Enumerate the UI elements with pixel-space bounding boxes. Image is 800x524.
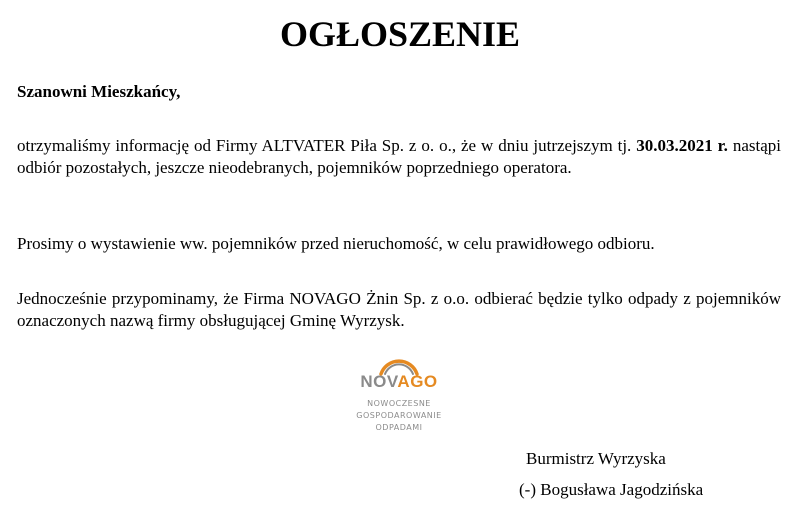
announcement-title: OGŁOSZENIE bbox=[279, 14, 521, 54]
logo-tagline-line: GOSPODAROWANIE bbox=[356, 411, 442, 420]
paragraph-pickup-info-end: nastąpi odbiór pozostałych, jeszcze nieodebranych, pojemników poprzedniego operatora. bbox=[17, 136, 781, 177]
novago-logo bbox=[330, 350, 468, 434]
signature-name: (-) Bogusława Jagodzińska bbox=[519, 480, 704, 499]
pickup-date: 30.03.2021 r. bbox=[636, 136, 728, 155]
logo-tagline-line: NOWOCZESNE bbox=[367, 399, 431, 408]
paragraph-reminder: Jednocześnie przypominamy, że Firma NOVAGO Żnin Sp. z o.o. odbierać będzie tylko odpady z pojemników oznaczonych nazwą firmy obsługującej Gminę Wyrzysk. bbox=[17, 289, 781, 330]
paragraph-request: Prosimy o wystawienie ww. pojemników przed nieruchomość, w celu prawidłowego odbioru. bbox=[17, 234, 655, 253]
greeting: Szanowni Mieszkańcy, bbox=[17, 82, 181, 101]
paragraph-pickup-info-start: otrzymaliśmy informację od Firmy ALTVATER Piła Sp. z o. o., że w dniu jutrzejszym tj. bbox=[17, 136, 637, 155]
logo-wordmark: NOVAGO bbox=[360, 372, 438, 391]
logo-tagline-line: ODPADAMI bbox=[375, 423, 423, 432]
signature-title: Burmistrz Wyrzyska bbox=[526, 449, 666, 468]
novago-logo-mark bbox=[354, 350, 444, 392]
logo-tagline bbox=[330, 398, 468, 434]
paragraph-pickup-info bbox=[17, 135, 781, 179]
